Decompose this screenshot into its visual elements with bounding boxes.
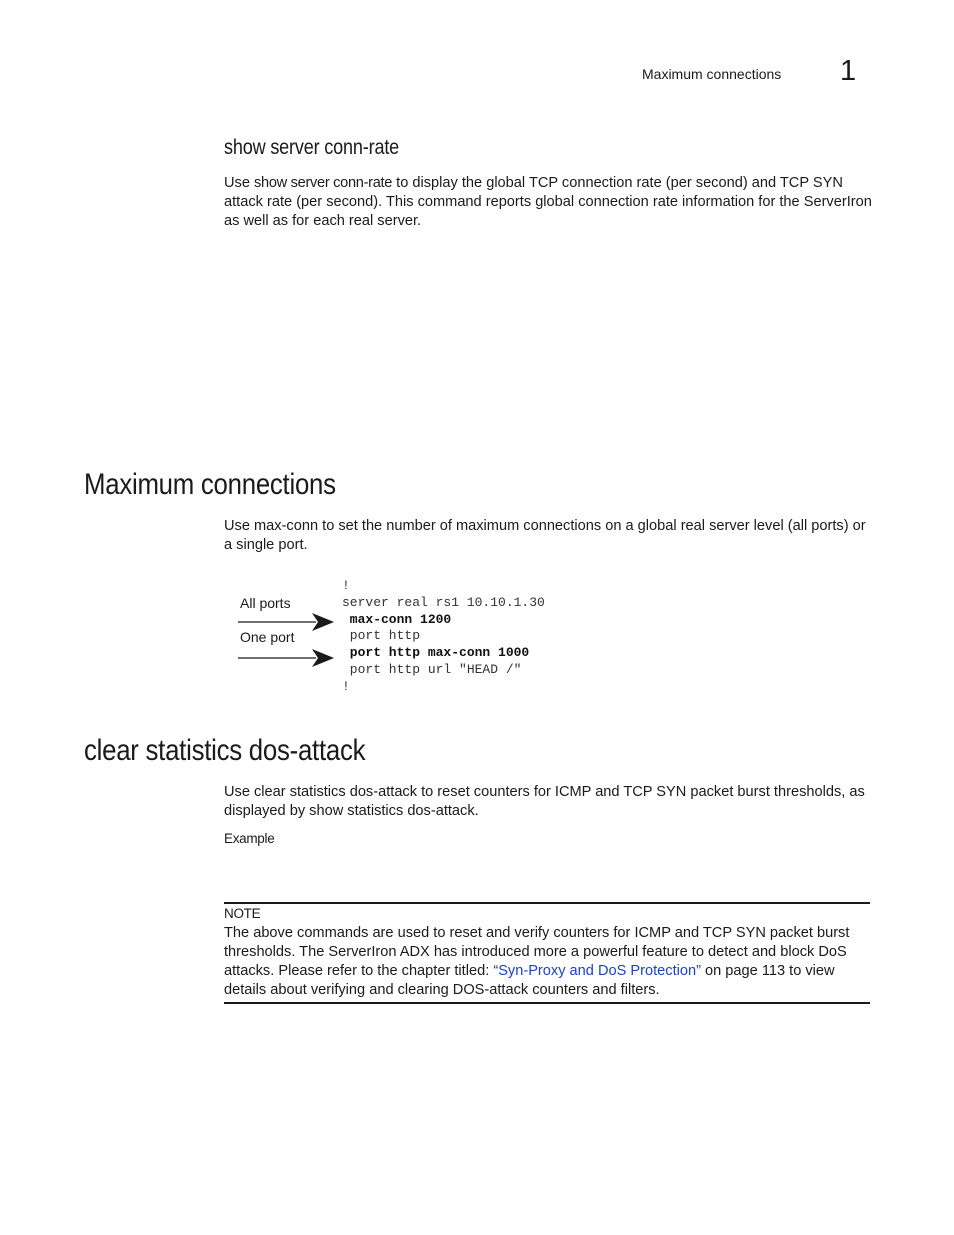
note-text-part: on page 113 to view details about verifying and clearing DOS-attack counters and filters. [224, 963, 835, 998]
code-line: server real rs1 10.10.1.30 [342, 594, 545, 610]
code-line: ! [342, 578, 350, 593]
label-one-port: One port [240, 629, 295, 645]
para-text: to display the global TCP connection rate (per second) and TCP SYN attack rate (per second). This command reports global connection rate information for the ServerIron as well as for each real server. [224, 175, 872, 229]
max-conn-paragraph: Use max-conn to set the number of maximum connections on a global real server level (all ports) or a single port. [224, 518, 866, 553]
note-text [224, 924, 864, 1000]
clear-stats-paragraph: Use clear statistics dos-attack to reset counters for ICMP and TCP SYN packet burst thresholds, as displayed by show statistics dos-attack. [224, 784, 865, 819]
section-heading-clear-stats: clear statistics dos-attack [84, 734, 366, 767]
code-line: ! [342, 678, 350, 694]
code-line: max-conn 1200 [342, 611, 452, 627]
section-heading-max-conn: Maximum connections [84, 468, 336, 501]
running-header-title: Maximum connections [642, 66, 782, 82]
note-label: NOTE [224, 906, 261, 921]
chapter-number: 1 [840, 55, 857, 87]
conn-rate-paragraph [224, 174, 874, 231]
note-top-rule [224, 902, 870, 904]
config-code-block [342, 578, 545, 696]
section-heading-conn-rate: show server conn-rate [224, 136, 400, 159]
code-line: port http max-conn 1000 [342, 645, 530, 661]
arrow-all-ports [238, 613, 334, 631]
example-label: Example [224, 831, 275, 846]
label-all-ports: All ports [240, 595, 291, 611]
para-text: Use [224, 175, 255, 191]
code-line: port http url "HEAD /" [342, 661, 522, 677]
arrows-figure [236, 610, 340, 670]
arrow-one-port [238, 649, 334, 667]
cross-reference-link[interactable]: “Syn-Proxy and DoS Protection” [493, 963, 701, 979]
note-bottom-rule [224, 1002, 870, 1004]
note-text-part: The above commands are used to reset and verify counters for ICMP and TCP SYN packet burst thresholds. The ServerIron ADX has introduced more a powerful feature to detect and block DoS attacks. Please refer to the chapter titled: [224, 925, 850, 979]
code-line: port http [342, 628, 421, 644]
command-name: show server conn-rate [254, 175, 393, 191]
